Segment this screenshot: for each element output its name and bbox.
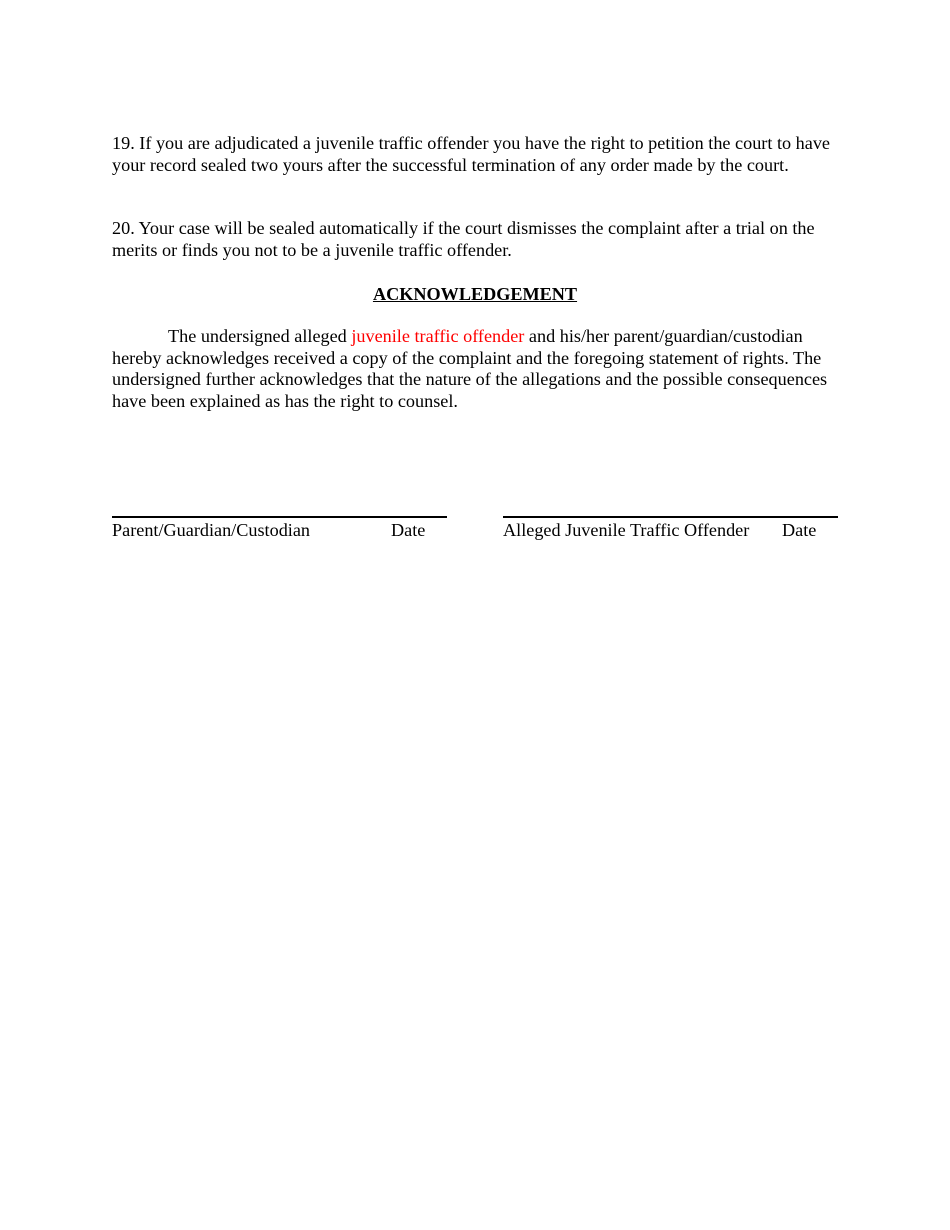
acknowledgement-heading: ACKNOWLEDGEMENT (372, 284, 578, 304)
parent-date-label: Date (391, 520, 426, 540)
offender-signature-line (503, 516, 838, 518)
offender-signature-label: Alleged Juvenile Traffic Offender (503, 520, 750, 540)
acknowledgement-text-before: The undersigned alleged (168, 326, 352, 346)
acknowledgement-paragraph (112, 326, 840, 412)
parent-signature-label: Parent/Guardian/Custodian (112, 520, 311, 540)
rights-item-20: 20. Your case will be sealed automatically if the court dismisses the complaint after a trial on the merits or finds you not to be a juvenile traffic offender. (112, 218, 815, 260)
acknowledgement-text-after: and his/her parent/guardian/custodian hereby acknowledges received a copy of the complaint and the foregoing statement of rights. The undersigned further acknowledges that the nature of the allegations and the possible consequences have been explained as has the right to counsel. (112, 326, 828, 411)
offender-date-label: Date (782, 520, 817, 540)
parent-signature-line (112, 516, 447, 518)
highlighted-field-juvenile-traffic-offender: juvenile traffic offender (351, 326, 525, 346)
rights-item-19: 19. If you are adjudicated a juvenile traffic offender you have the right to petition the court to have your record sealed two yours after the successful termination of any order made by the court. (112, 133, 830, 175)
